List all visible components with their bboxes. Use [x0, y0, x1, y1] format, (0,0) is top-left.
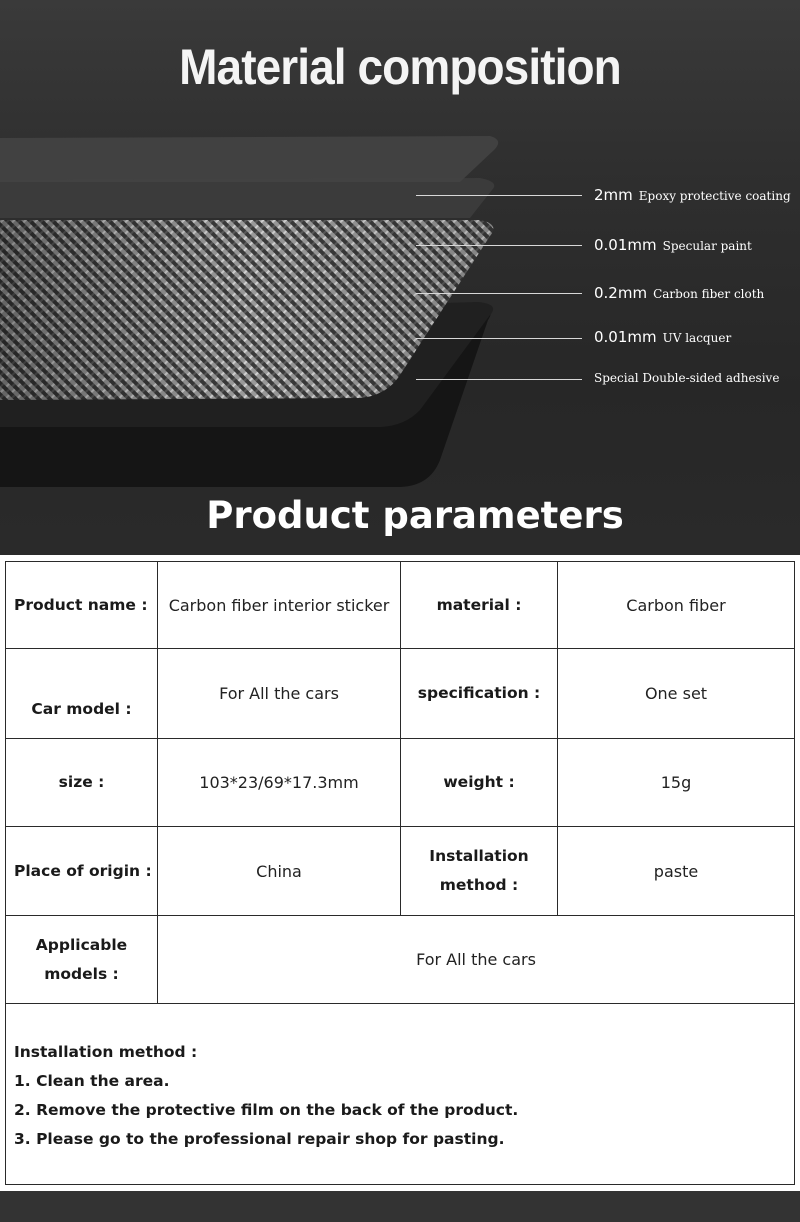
instructions-heading: Installation method :	[14, 1043, 198, 1061]
layer-pointer-line	[416, 379, 582, 380]
origin-label: Place of origin :	[6, 827, 158, 916]
layer-thickness: 2mm	[594, 186, 633, 204]
weight-label: weight :	[401, 739, 558, 827]
origin-value: China	[158, 827, 401, 916]
layer-label-epoxy	[594, 186, 791, 204]
instruction-step: 3. Please go to the professional repair shop for pasting.	[14, 1130, 505, 1148]
layer-thickness: 0.01mm	[594, 236, 657, 254]
table-row	[6, 562, 795, 649]
layer-stack-illustration	[0, 120, 800, 500]
parameters-panel	[0, 555, 800, 1191]
layer-pointer-line	[416, 293, 582, 294]
layer-label-carbon	[594, 284, 764, 302]
applicable-models-value: For All the cars	[158, 916, 795, 1004]
table-row	[6, 916, 795, 1004]
product-name-value: Carbon fiber interior sticker	[158, 562, 401, 649]
layer-label-specular	[594, 236, 752, 254]
composition-title: Material composition	[179, 39, 621, 95]
layer-name: UV lacquer	[662, 331, 732, 345]
table-row	[6, 1004, 795, 1185]
material-label: material :	[401, 562, 558, 649]
applicable-label-line: models :	[44, 964, 119, 983]
layer-label-adhesive	[594, 371, 779, 385]
specular-paint-layer	[0, 178, 494, 218]
table-row	[6, 827, 795, 916]
size-label: size :	[6, 739, 158, 827]
parameters-title: Product parameters	[206, 494, 624, 537]
layer-label-uv	[594, 328, 731, 346]
car-model-value: For All the cars	[158, 649, 401, 739]
instruction-step: 2. Remove the protective film on the back of the product.	[14, 1101, 519, 1119]
footer-bar	[0, 1191, 800, 1222]
installation-label-line: Installation	[429, 847, 529, 865]
size-value: 103*23/69*17.3mm	[158, 739, 401, 827]
layer-pointer-line	[416, 245, 582, 246]
applicable-label-line: Applicable	[35, 935, 128, 954]
layer-name: Carbon fiber cloth	[653, 287, 765, 301]
layer-name: Special Double-sided adhesive	[594, 371, 780, 385]
layer-name: Epoxy protective coating	[638, 189, 791, 203]
layer-thickness: 0.01mm	[594, 328, 657, 346]
table-row	[6, 649, 795, 739]
layer-thickness: 0.2mm	[594, 284, 648, 302]
applicable-models-label	[6, 916, 158, 1004]
product-name-label: Product name :	[6, 562, 158, 649]
epoxy-coating-layer	[0, 136, 498, 182]
specification-label: specification :	[401, 649, 558, 739]
instruction-step: 1. Clean the area.	[14, 1072, 170, 1090]
installation-label-line: method :	[439, 876, 519, 894]
weight-value: 15g	[558, 739, 795, 827]
material-value: Carbon fiber	[558, 562, 795, 649]
material-composition-banner	[0, 0, 800, 555]
specification-value: One set	[558, 649, 795, 739]
table-row	[6, 739, 795, 827]
installation-instructions	[6, 1004, 795, 1185]
installation-method-label	[401, 827, 558, 916]
layer-pointer-line	[416, 195, 582, 196]
layer-pointer-line	[416, 338, 582, 339]
car-model-label: Car model :	[6, 649, 158, 739]
installation-method-value: paste	[558, 827, 795, 916]
layer-name: Specular paint	[662, 239, 752, 253]
parameters-table	[5, 561, 795, 1185]
